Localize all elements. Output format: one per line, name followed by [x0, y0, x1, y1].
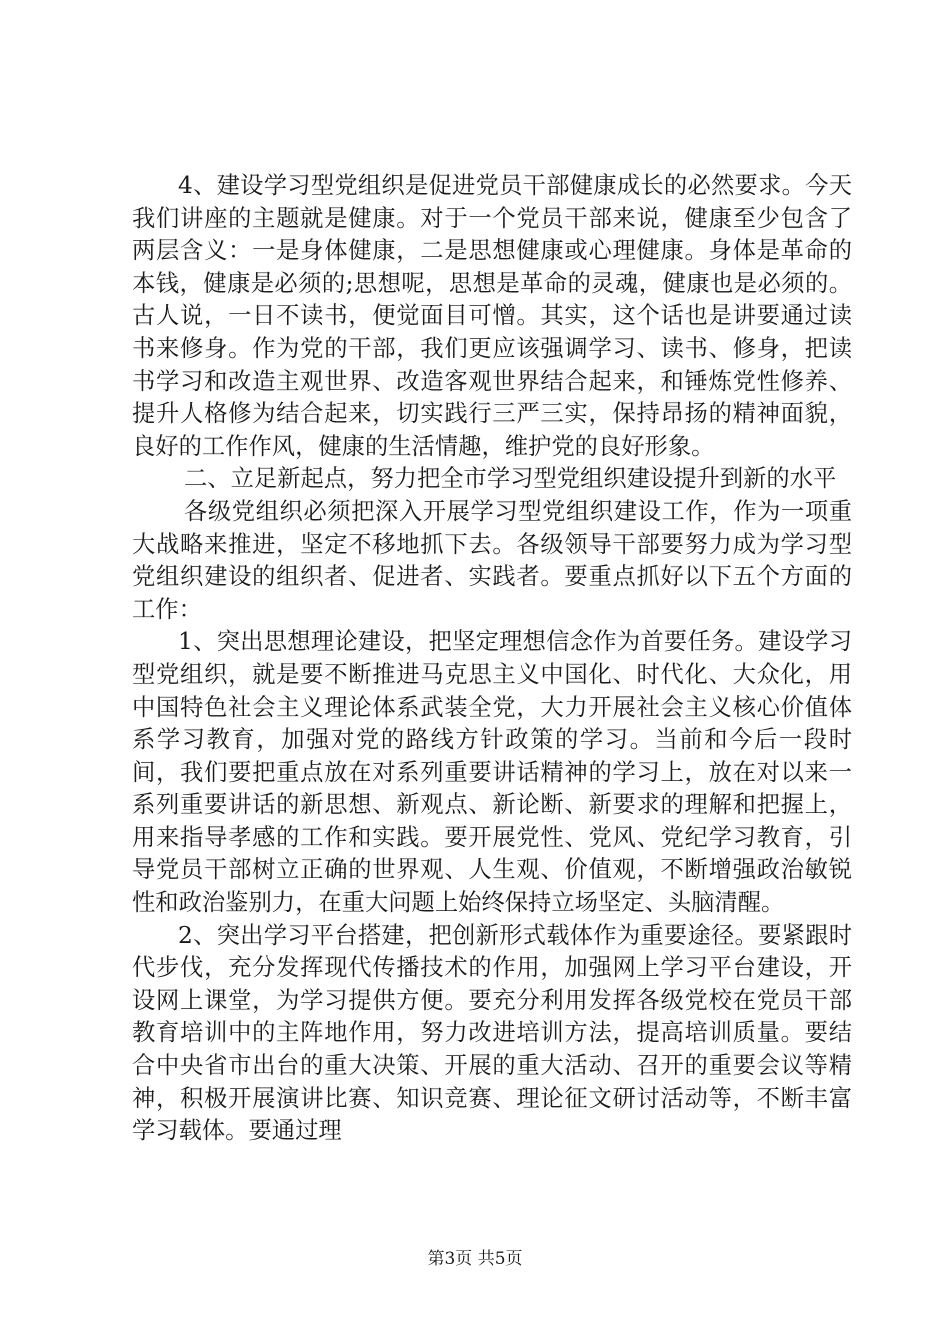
- section-heading-two: 二、立足新起点，努力把全市学习型党组织建设提升到新的水平: [184, 465, 837, 493]
- paragraph-party-organizations: 各级党组织必须把深入开展学习型党组织建设工作，作为一项重大战略来推进，坚定不移地抓下去。各级领导干部要努力成为学习型党组织建设的组织者、促进者、实践者。要重点抓好以下五个方面的工作：: [132, 497, 852, 623]
- paragraph-point-2: 2、突出学习平台搭建，把创新形式载体作为重要途径。要紧跟时代步伐，充分发挥现代传播技术的作用，加强网上学习平台建设，开设网上课堂，为学习提供方便。要充分利用发挥各级党校在党员干部教育培训中的主阵地作用，努力改进培训方法，提高培训质量。要结合中央省市出台的重大决策、开展的重大活动、召开的重要会议等精神，积极开展演讲比赛、知识竞赛、理论征文研讨活动等，不断丰富学习载体。要通过理: [132, 921, 852, 1145]
- page-footer: 第3页 共5页: [427, 1249, 523, 1269]
- paragraph-point-1: 1、突出思想理论建设，把坚定理想信念作为首要任务。建设学习型党组织，就是要不断推进马克思主义中国化、时代化、大众化，用中国特色社会主义理论体系武装全党，大力开展社会主义核心价值体系学习教育，加强对党的路线方针政策的学习。当前和今后一段时间，我们要把重点放在对系列重要讲话精神的学习上，放在对以来一系列重要讲话的新思想、新观点、新论断、新要求的理解和把握上，用来指导孝感的工作和实践。要开展党性、党风、党纪学习教育，引导党员干部树立正确的世界观、人生观、价值观，不断增强政治敏锐性和政治鉴别力，在重大问题上始终保持立场坚定、头脑清醒。: [132, 628, 852, 917]
- document-body: [132, 170, 852, 1148]
- paragraph-health-requirement: 4、建设学习型党组织是促进党员干部健康成长的必然要求。今天我们讲座的主题就是健康。对于一个党员干部来说，健康至少包含了两层含义：一是身体健康，二是思想健康或心理健康。身体是革命的本钱，健康是必须的;思想呢，思想是革命的灵魂，健康也是必须的。古人说，一日不读书，便觉面目可憎。其实，这个话也是讲要通过读书来修身。作为党的干部，我们更应该强调学习、读书、修身，把读书学习和改造主观世界、改造客观世界结合起来，和锤炼党性修养、提升人格修为结合起来，切实践行三严三实，保持昂扬的精神面貌，良好的工作作风，健康的生活情趣，维护党的良好形象。: [132, 172, 852, 460]
